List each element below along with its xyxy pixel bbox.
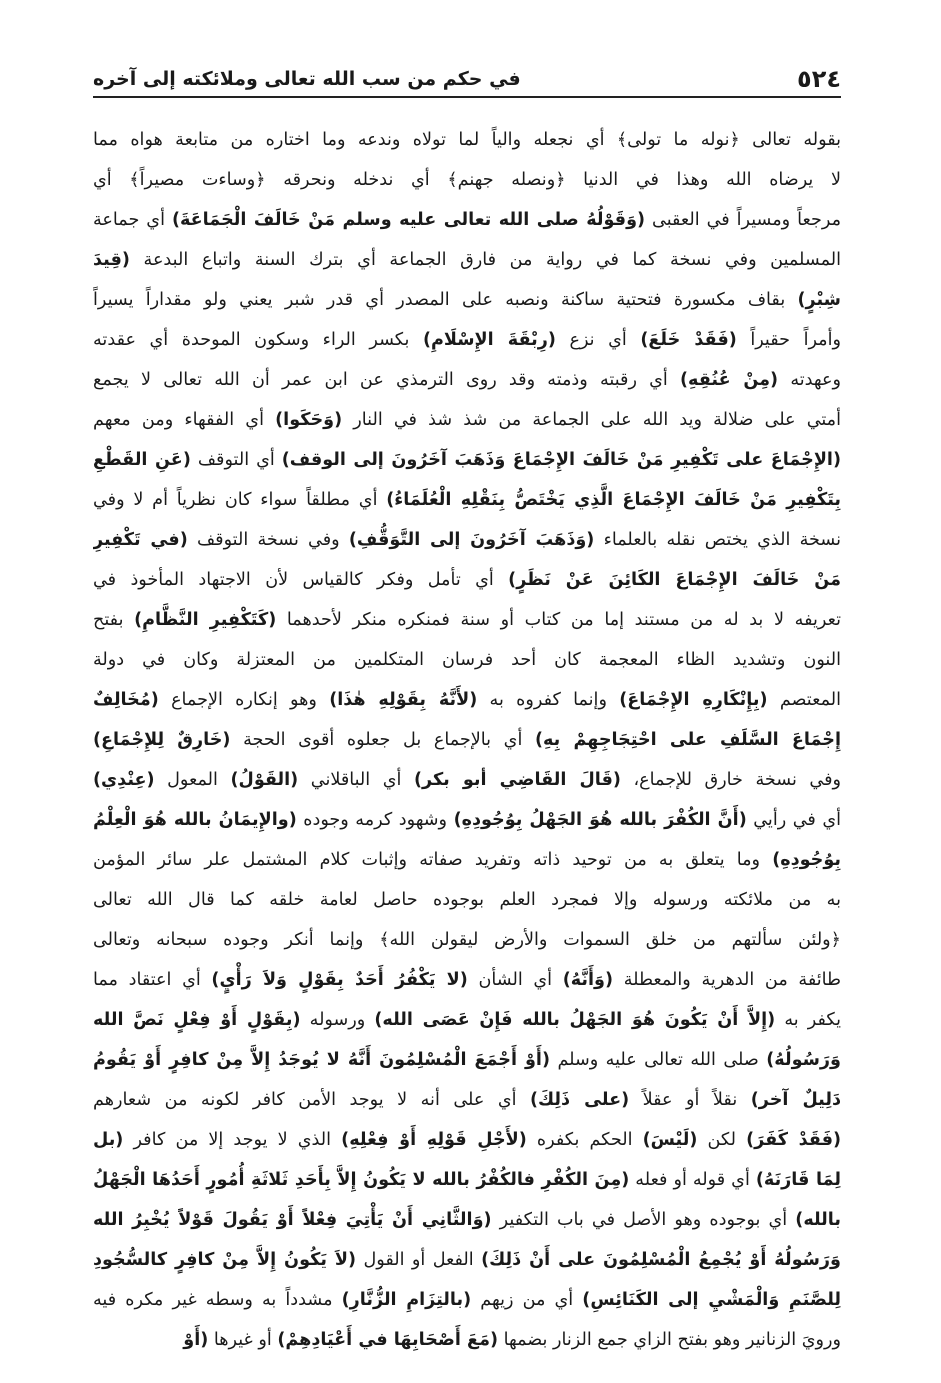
bold-matn-text: (لَيْسَ)	[642, 1130, 698, 1150]
text-line	[93, 200, 841, 240]
text-line	[93, 1040, 841, 1080]
text-line	[93, 680, 841, 720]
bold-matn-text: وَرَسُولُهُ أَوْ يُجْمِعُ الْمُسْلِمُونَ على أَنْ ذَلِكَ)	[481, 1250, 841, 1270]
commentary-text: أي على أنه لا يوجد الأمن كافر لكونه من شعارهم	[93, 1090, 530, 1110]
body-text	[93, 120, 841, 1360]
text-line	[93, 280, 841, 320]
bold-matn-text: (الإِجْمَاعَ على تَكْفِيرِ مَنْ خَالَفَ الإِجْمَاعَ وَذَهَبَ آخَرُونَ إلى الوقف)	[281, 450, 841, 470]
bold-matn-text: (لا يَكْفُرُ أَحَدٌ بِقَوْلٍ وَلاَ رَأْيٍ)	[211, 970, 468, 990]
bold-matn-text: (وَقَوْلُهُ صلى الله تعالى عليه وسلم مَنْ خَالَفَ الْجَمَاعَةَ)	[171, 210, 646, 230]
commentary-text: أي من زيهم	[471, 1290, 583, 1310]
bold-matn-text: (بِإِنْكَارِهِ الإِجْمَاعَ)	[619, 690, 768, 710]
bold-matn-text: (عَنِ القَطْعِ	[93, 450, 191, 470]
commentary-text: أي قوله أو فعله	[629, 1170, 756, 1190]
text-line	[93, 1240, 841, 1280]
bold-matn-text: (على ذَلِكَ)	[530, 1090, 630, 1110]
bold-matn-text: وَرَسُولُهُ)	[766, 1050, 841, 1070]
commentary-text: أي في رأيي	[746, 810, 841, 830]
bold-matn-text: (لاَ يَكُونُ إِلاَّ مِنْ كافِرٍ كالسُّجُودِ	[93, 1250, 357, 1270]
page-number: ٥٢٤	[797, 65, 841, 93]
commentary-text: وما يتعلق به من توحيد ذاته وتفريد صفاته وإثبات كلام المشتمل علر سائر المؤمن	[93, 850, 773, 870]
text-line	[93, 840, 841, 880]
header-rule	[93, 96, 841, 98]
running-title: في حكم من سب الله تعالى وملائكته إلى آخره	[93, 68, 521, 90]
commentary-text: تعريفه لا بد له من مستند إما من كتاب أو سنة فمنكره منكر لأحدهما	[276, 610, 841, 630]
commentary-text: المسلمين وفي نسخة كما في رواية من فارق الجماعة أي بترك السنة واتباع البدعة	[129, 250, 841, 270]
bold-matn-text: (في تَكْفِيرِ	[93, 530, 188, 550]
commentary-text: يكفر به	[775, 1010, 841, 1030]
bold-matn-text: (القَوْلُ)	[230, 770, 299, 790]
text-line	[93, 640, 841, 680]
bold-matn-text: (أَوْ	[183, 1330, 209, 1350]
commentary-text: لكن	[697, 1130, 747, 1150]
commentary-text: وعهدته	[778, 370, 841, 390]
commentary-text: نسخة الذي يختص نقله بالعلماء	[594, 530, 841, 550]
text-line	[93, 360, 841, 400]
commentary-text: أي الفقهاء ومن معهم	[93, 410, 276, 430]
text-line	[93, 720, 841, 760]
commentary-text: أمتي على ضلالة ويد الله على الجماعة من شذ شذ في النار	[342, 410, 841, 430]
page-header	[93, 52, 841, 94]
commentary-text: أي الشأن	[467, 970, 563, 990]
bold-matn-text: شِبْرٍ)	[797, 290, 841, 310]
text-line	[93, 480, 841, 520]
commentary-text: وإنما كفروه به	[477, 690, 620, 710]
commentary-text: به من ملائكته ورسوله وإلا فمجرد العلم بوجوده حاصل لعامة خلقه كما قال الله تعالى	[93, 890, 841, 910]
commentary-text: أي جماعة	[93, 210, 172, 230]
bold-matn-text: (إِلاَّ أَنْ يَكُونَ هُوَ الجَهْلُ بالله فَإِنْ عَصَى الله)	[374, 1010, 776, 1030]
bold-matn-text: إِجْمَاعَ السَّلَفِ على احْتِجَاجِهِمْ بِهِ)	[534, 730, 841, 750]
commentary-text: أي بوجوده وهو الأصل في باب التكفير	[491, 1210, 796, 1230]
bold-matn-text: (قِيدَ	[93, 250, 130, 270]
commentary-text: النون وتشديد الظاء المعجمة كان أحد فرسان المتكلمين من المعتزلة وكان في دولة	[93, 650, 841, 670]
bold-matn-text: (خَارِقٌ لِلإِجْمَاعِ)	[93, 730, 231, 750]
bold-matn-text: (وَحَكَوا)	[275, 410, 343, 430]
bold-matn-text: (لأَجْلِ قَوْلِهِ أَوْ فِعْلِهِ)	[341, 1130, 527, 1150]
commentary-text: الحكم بكفره	[526, 1130, 643, 1150]
text-line	[93, 160, 841, 200]
commentary-text: بقوله تعالى ﴿نوله ما تولى﴾ أي نجعله والياً لما تولاه وندعه وما اختاره من متابعة هواه مما	[93, 130, 841, 150]
text-line	[93, 960, 841, 1000]
commentary-text: وشهود كرمه وجوده	[296, 810, 454, 830]
bold-matn-text: بِوُجُودِهِ)	[772, 850, 841, 870]
bold-matn-text: مَنْ خَالَفَ الإِجْمَاعَ الكَائِنَ عَنْ نَظَرٍ)	[508, 570, 841, 590]
commentary-text: ورسوله	[300, 1010, 375, 1030]
commentary-text: أي مطلقاً سواء كان نظرياً أم لا وفي	[93, 490, 387, 510]
bold-matn-text: (فَقَدْ كَفَرَ)	[746, 1130, 841, 1150]
text-line	[93, 800, 841, 840]
commentary-text: وهو إنكاره الإجماع	[158, 690, 330, 710]
bold-matn-text: (عِنْدِي)	[93, 770, 155, 790]
text-line	[93, 1000, 841, 1040]
text-line	[93, 520, 841, 560]
text-line	[93, 1280, 841, 1320]
commentary-text: أي اعتقاد مما	[93, 970, 212, 990]
bold-matn-text: (وَذَهَبَ آخَرُونَ إلى التَّوَقُّفِ)	[348, 530, 595, 550]
commentary-text: بفتح	[93, 610, 135, 630]
bold-matn-text: (رِبْقَةَ الإِسْلَامِ)	[422, 330, 556, 350]
bold-matn-text: (بل	[93, 1130, 124, 1150]
text-line	[93, 1080, 841, 1120]
commentary-text: أي رقبته وذمته وقد روى الترمذي عن ابن عمر أن الله تعالى لا يجمع	[93, 370, 681, 390]
text-line	[93, 440, 841, 480]
bold-matn-text: (كَتَكْفِيرِ النَّظَّامِ)	[134, 610, 277, 630]
bold-matn-text: (مُخَالِفٌ	[93, 690, 159, 710]
text-line	[93, 120, 841, 160]
bold-matn-text: (والإِيمَانُ بالله هُوَ الْعِلْمُ	[93, 810, 297, 830]
bold-matn-text: (بالتِزَامِ الزُّنَّارِ)	[341, 1290, 472, 1310]
commentary-text: الذي لا يوجد إلا من كافر	[123, 1130, 342, 1150]
bold-matn-text: (وَالثَّانِي أَنْ يَأْتِيَ فِعْلاً أَوْ يَقُولَ قَوْلاً يُخْبِرُ الله	[93, 1210, 492, 1230]
bold-matn-text: (فَقَدْ خَلَعَ)	[640, 330, 737, 350]
commentary-text: بكسر الراء وسكون الموحدة أي عقدته	[93, 330, 423, 350]
text-line	[93, 400, 841, 440]
commentary-text: المعول	[154, 770, 231, 790]
commentary-text: أي تأمل وفكر كالقياس لأن الاجتهاد المأخوذ في	[93, 570, 509, 590]
bold-matn-text: بِتَكْفِيرِ مَنْ خَالَفَ الإِجْمَاعَ الَّذِي يَخْتَصُّ بِنَقْلِهِ الْعُلَمَاءُ)	[386, 490, 841, 510]
commentary-text: أي التوقف	[190, 450, 282, 470]
commentary-text: بقاف مكسورة فتحتية ساكنة ونصبه على المصدر أي قدر شبر يعني ولو مقداراً يسيراً	[93, 290, 798, 310]
bold-matn-text: (لأَنَّهُ بِقَوْلِهِ هٰذَا)	[329, 690, 478, 710]
bold-matn-text: (مَعَ أَصْحَابِهَا في أَعْيَادِهِمْ)	[277, 1330, 499, 1350]
commentary-text: صلى الله تعالى عليه وسلم	[549, 1050, 767, 1070]
commentary-text: نقلاً أو عقلاً	[629, 1090, 751, 1110]
bold-matn-text: دَلِيلٌ آخر)	[750, 1090, 841, 1110]
bold-matn-text: (وَأَنَّهُ)	[562, 970, 614, 990]
commentary-text: وفي نسخة التوقف	[187, 530, 349, 550]
commentary-text: وفي نسخة خارق للإجماع،	[620, 770, 841, 790]
text-line	[93, 1160, 841, 1200]
commentary-text: أو غيرها	[208, 1330, 278, 1350]
bold-matn-text: (أَوْ أَجْمَعَ الْمُسْلِمُونَ أَنَّهُ لا يُوجَدُ إِلاَّ مِنْ كافِرٍ أَوْ يَقُومُ	[93, 1050, 550, 1070]
commentary-text: لا يرضاه الله وهذا في الدنيا ﴿ونصله جهنم﴾ أي ندخله ونحرقه ﴿وساءت مصيراً﴾ أي	[93, 170, 841, 190]
commentary-text: ﴿ولئن سألتهم من خلق السموات والأرض ليقولن الله﴾ وإنما أنكر وجوده سبحانه وتعالى	[93, 930, 841, 950]
text-line	[93, 880, 841, 920]
text-line	[93, 760, 841, 800]
commentary-text: المعتصم	[767, 690, 841, 710]
commentary-text: طائفة من الدهرية والمعطلة	[613, 970, 841, 990]
bold-matn-text: (أَنَّ الكُفْرَ بالله هُوَ الجَهْلُ بِوُجُودِهِ)	[453, 810, 747, 830]
commentary-text: أي بالإجماع بل جعلوه أقوى الحجة	[230, 730, 535, 750]
text-line	[93, 320, 841, 360]
bold-matn-text: (قَالَ القَاضِي أبو بكر)	[413, 770, 621, 790]
bold-matn-text: (مِنَ الكُفْرِ فالكُفْرُ بالله لا يَكُونُ إِلاَّ بِأَحَدِ ثَلاثَةِ أُمُورٍ أَحَدُهَا الْجَهْلُ	[93, 1170, 630, 1190]
bold-matn-text: بالله)	[795, 1210, 841, 1230]
text-line	[93, 1120, 841, 1160]
bold-matn-text: (مِنْ عُنُقِهِ)	[680, 370, 779, 390]
text-line	[93, 1320, 841, 1360]
commentary-text: أي الباقلاني	[298, 770, 414, 790]
commentary-text: أي نزع	[555, 330, 641, 350]
commentary-text: وأمراً حقيراً	[736, 330, 841, 350]
text-line	[93, 560, 841, 600]
text-line	[93, 920, 841, 960]
bold-matn-text: لِمَا قَارَنَهُ)	[755, 1170, 841, 1190]
bold-matn-text: (بِقَوْلٍ أَوْ فِعْلٍ نَصَّ الله	[93, 1010, 301, 1030]
commentary-text: مشدداً به وسطه غير مكره فيه	[93, 1290, 342, 1310]
bold-matn-text: لِلصَّنَمِ وَالْمَشْيِ إلى الكَنَائِسِ)	[582, 1290, 841, 1310]
commentary-text: ورويَ الزنانير وهو بفتح الزاي جمع الزنار بضمها	[498, 1330, 841, 1350]
commentary-text: الفعل أو القول	[356, 1250, 482, 1270]
text-line	[93, 240, 841, 280]
commentary-text: مرجعاً ومسيراً في العقبى	[645, 210, 841, 230]
text-line	[93, 600, 841, 640]
text-line	[93, 1200, 841, 1240]
